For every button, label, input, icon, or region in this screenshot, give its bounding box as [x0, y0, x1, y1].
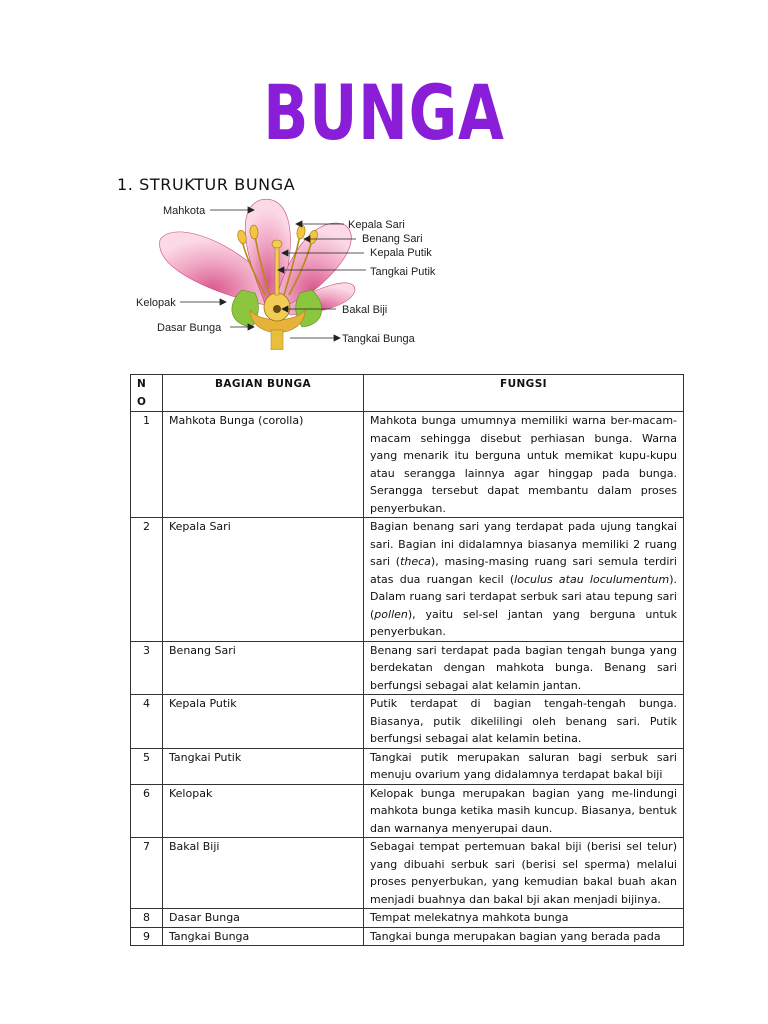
page-title: BUNGA	[263, 68, 505, 157]
row-bagian: Mahkota Bunga (corolla)	[163, 412, 364, 518]
row-fungsi: Tangkai bunga merupakan bagian yang berada pada	[364, 927, 684, 946]
table-row	[131, 927, 684, 946]
header-fungsi: FUNGSI	[364, 375, 684, 412]
table-row	[131, 518, 684, 642]
row-no: 2	[131, 518, 163, 642]
row-fungsi: Tangkai putik merupakan saluran bagi serbuk sari menuju ovarium yang didalamnya terdapat bakal biji	[364, 748, 684, 784]
table-row	[131, 412, 684, 518]
label-kelopak: Kelopak	[136, 297, 176, 309]
row-fungsi: Putik terdapat di bagian tengah-tengah bunga. Biasanya, putik dikelilingi oleh benang sari. Putik berfungsi sebagai alat kelamin betina.	[364, 695, 684, 749]
ovule	[273, 305, 281, 313]
row-no: 3	[131, 641, 163, 695]
header-bagian: BAGIAN BUNGA	[163, 375, 364, 412]
row-bagian: Tangkai Bunga	[163, 927, 364, 946]
section-heading: 1. STRUKTUR BUNGA	[117, 175, 296, 194]
row-fungsi: Benang sari terdapat pada bagian tengah bunga yang berdekatan dengan mahkota bunga. Benang sari berfungsi sebagai alat kelamin jantan.	[364, 641, 684, 695]
row-no: 5	[131, 748, 163, 784]
table-row	[131, 641, 684, 695]
table-row	[131, 695, 684, 749]
table-row	[131, 909, 684, 928]
label-benang-sari: Benang Sari	[362, 233, 423, 245]
label-mahkota: Mahkota	[163, 205, 206, 217]
header-no: N O	[131, 375, 163, 412]
row-bagian: Benang Sari	[163, 641, 364, 695]
row-fungsi: Sebagai tempat pertemuan bakal biji (berisi sel telur) yang dibuahi serbuk sari (berisi sel sperma) melalui proses penyerbukan, yang kemudian bakal buah akan menjadi buahnya dan bakal bji akan menjadi bijinya.	[364, 838, 684, 909]
label-bakal-biji: Bakal Biji	[342, 304, 388, 316]
row-no: 7	[131, 838, 163, 909]
table-row	[131, 748, 684, 784]
row-bagian: Kelopak	[163, 784, 364, 838]
row-fungsi: Kelopak bunga merupakan bagian yang me-lindungi mahkota bunga ketika masih kuncup. Biasanya, bentuk dan warnanya menyerupai daun.	[364, 784, 684, 838]
row-fungsi: Mahkota bunga umumnya memiliki warna ber-macam-macam sehingga disebut perhiasan bunga. Warna yang menarik itu berguna untuk memikat kupu-kupu atau serangga lainnya agar hinggap pada bunga. Serangga tersebut dapat membantu dalam proses penyerbukan.	[364, 412, 684, 518]
label-dasar-bunga: Dasar Bunga	[157, 322, 222, 334]
row-no: 4	[131, 695, 163, 749]
label-kepala-putik: Kepala Putik	[370, 247, 432, 259]
row-no: 1	[131, 412, 163, 518]
flower-stalk	[271, 330, 283, 350]
table-row	[131, 784, 684, 838]
label-tangkai-bunga: Tangkai Bunga	[342, 333, 415, 345]
row-fungsi: Bagian benang sari yang terdapat pada ujung tangkai sari. Bagian ini didalamnya biasanya memiliki 2 ruang sari (theca), masing-masing ruang sari semula terdiri atas dua ruangan kecil (loculus atau loculumentum). Dalam ruang sari terdapat serbuk sari atau tepung sari (pollen), yaitu sel-sel jantan yang berguna untuk penyerbukan.	[364, 518, 684, 642]
row-no: 8	[131, 909, 163, 928]
flower-parts-table	[130, 374, 684, 946]
row-bagian: Tangkai Putik	[163, 748, 364, 784]
table-header-row	[131, 375, 684, 412]
row-no: 6	[131, 784, 163, 838]
stigma	[272, 240, 282, 248]
label-kepala-sari: Kepala Sari	[348, 219, 405, 231]
row-fungsi: Tempat melekatnya mahkota bunga	[364, 909, 684, 928]
row-bagian: Bakal Biji	[163, 838, 364, 909]
label-tangkai-putik: Tangkai Putik	[370, 266, 436, 278]
row-no: 9	[131, 927, 163, 946]
row-bagian: Kepala Sari	[163, 518, 364, 642]
table-row	[131, 838, 684, 909]
row-bagian: Kepala Putik	[163, 695, 364, 749]
flower-structure-diagram	[130, 195, 460, 350]
row-bagian: Dasar Bunga	[163, 909, 364, 928]
